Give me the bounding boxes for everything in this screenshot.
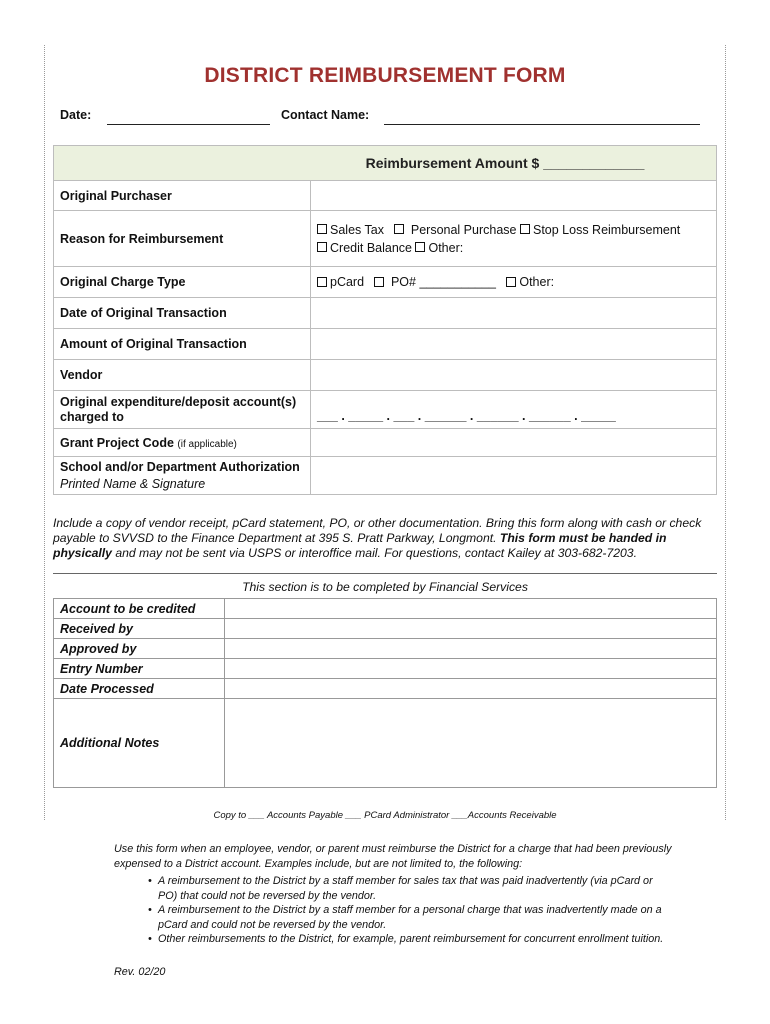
usage-intro: Use this form when an employee, vendor, or parent must reimburse the District for a charge that had been previously expensed to a District account. Examples include, but are not limited to, the following: [114, 843, 672, 870]
reimbursement-amount-cell[interactable] [54, 146, 717, 181]
checkbox-pcard[interactable]: pCard [317, 275, 364, 289]
list-item: • A reimbursement to the District by a staff member for sales tax that was paid inadvertently (via pCard or PO) that could not be reversed by the vendor. [148, 875, 653, 902]
fs-row-field[interactable] [225, 619, 717, 639]
vendor-field[interactable] [311, 360, 717, 391]
reimbursement-table [53, 145, 717, 495]
checkbox-po[interactable]: PO# ___________ [374, 275, 495, 289]
copy-to-line: Copy to ___ Accounts Payable ___ PCard Administrator ___Accounts Receivable [213, 810, 557, 821]
grant-field[interactable] [311, 429, 717, 457]
fs-row-field[interactable] [225, 659, 717, 679]
checkbox-icon [317, 277, 327, 287]
right-dotted-border [725, 45, 726, 820]
checkbox-icon [520, 224, 530, 234]
fs-row-label: Account to be credited [54, 599, 225, 619]
fs-row-label: Received by [54, 619, 225, 639]
account-label: Original expenditure/deposit account(s) charged to [54, 391, 311, 429]
authorization-label: School and/or Department Authorization Printed Name & Signature [54, 457, 311, 495]
financial-services-title: This section is to be completed by Financial Services [242, 580, 528, 594]
authorization-field[interactable] [311, 457, 717, 495]
instructions-note: Include a copy of vendor receipt, pCard statement, PO, or other documentation. Bring this form along with cash or check payable to SVVSD to the Finance Department at 395 S. Pratt Parkway, Longmont. This form must be handed in physically and may not be sent via USPS or interoffice mail. For questions, contact Kailey at 303-682-7203. [53, 516, 702, 560]
date-original-label: Date of Original Transaction [54, 298, 311, 329]
charge-type-options [311, 267, 717, 298]
checkbox-icon [374, 277, 384, 287]
checkbox-icon [317, 242, 327, 252]
fs-row-field[interactable] [225, 599, 717, 619]
additional-notes-field[interactable] [225, 699, 717, 788]
fs-row-label: Additional Notes [54, 699, 225, 788]
checkbox-icon [394, 224, 404, 234]
original-purchaser-label: Original Purchaser [54, 181, 311, 211]
original-purchaser-field[interactable] [311, 181, 717, 211]
checkbox-other-reason[interactable]: Other: [415, 241, 463, 255]
form-title: DISTRICT REIMBURSEMENT FORM [204, 64, 566, 87]
usage-instructions [114, 842, 674, 947]
vendor-label: Vendor [54, 360, 311, 391]
date-field[interactable] [107, 124, 270, 125]
grant-label: Grant Project Code (if applicable) [54, 429, 311, 457]
checkbox-icon [415, 242, 425, 252]
fs-row-field[interactable] [225, 639, 717, 659]
fs-row-label: Approved by [54, 639, 225, 659]
charge-type-label: Original Charge Type [54, 267, 311, 298]
fs-row-label: Date Processed [54, 679, 225, 699]
checkbox-sales-tax[interactable]: Sales Tax [317, 223, 384, 237]
section-divider [53, 573, 717, 574]
date-original-field[interactable] [311, 298, 717, 329]
date-label: Date: [60, 108, 92, 122]
checkbox-icon [506, 277, 516, 287]
reimbursement-amount-label: Reimbursement Amount $ _____________ [365, 155, 645, 171]
list-item: • A reimbursement to the District by a staff member for a personal charge that was inadvertently made on a pCard and could not be reversed by the vendor. [148, 904, 662, 931]
reason-options [311, 211, 717, 267]
checkbox-credit-balance[interactable]: Credit Balance [317, 241, 412, 255]
list-item: • Other reimbursements to the District, for example, parent reimbursement for concurrent enrollment tuition. [148, 933, 664, 945]
amount-original-field[interactable] [311, 329, 717, 360]
contact-name-label: Contact Name: [281, 108, 370, 122]
amount-original-label: Amount of Original Transaction [54, 329, 311, 360]
checkbox-icon [317, 224, 327, 234]
financial-services-table [53, 598, 717, 788]
account-field[interactable]: ___ . _____ . ___ . ______ . ______ . ______ . _____ [311, 391, 717, 429]
usage-bullets [114, 874, 674, 947]
left-dotted-border [44, 45, 45, 820]
fs-row-field[interactable] [225, 679, 717, 699]
checkbox-stop-loss[interactable]: Stop Loss Reimbursement [520, 223, 680, 237]
revision-label: Rev. 02/20 [114, 966, 166, 978]
contact-name-field[interactable] [384, 124, 700, 125]
fs-row-label: Entry Number [54, 659, 225, 679]
reason-label: Reason for Reimbursement [54, 211, 311, 267]
checkbox-other-charge[interactable]: Other: [506, 275, 554, 289]
checkbox-personal-purchase[interactable]: Personal Purchase [394, 223, 516, 237]
